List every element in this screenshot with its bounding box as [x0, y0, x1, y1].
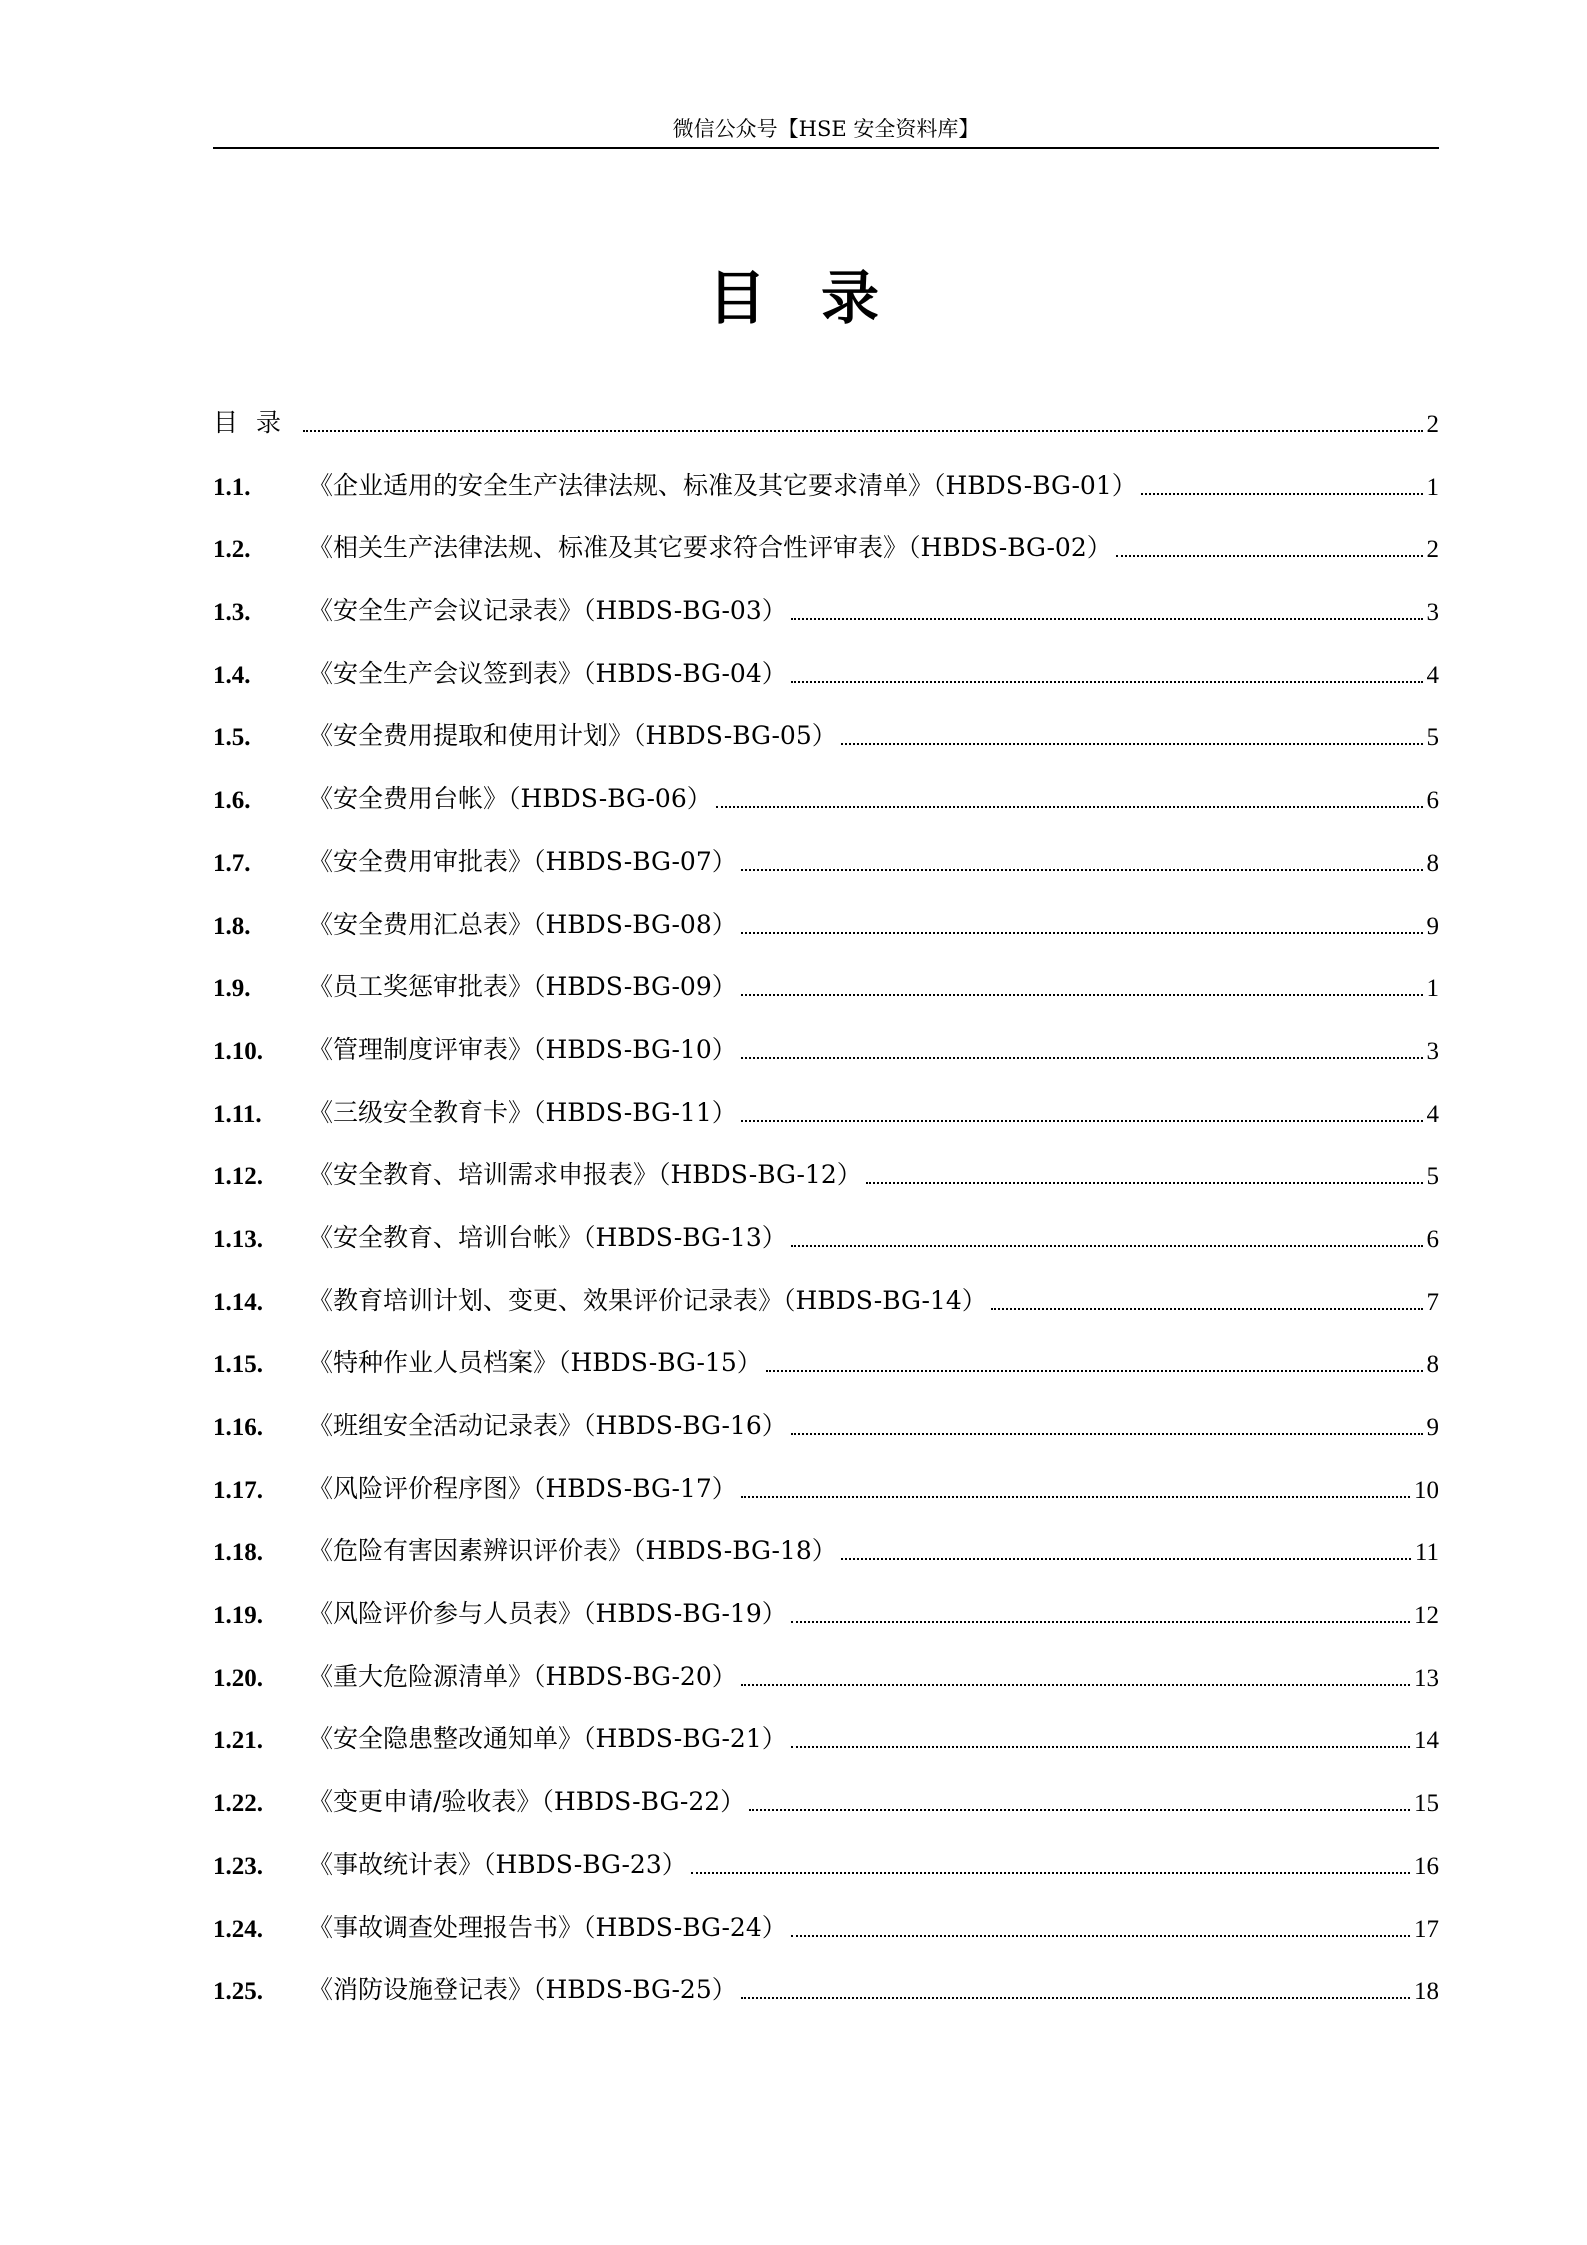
toc-entry-title: 《管理制度评审表》（HBDS-BG-10）: [308, 1034, 737, 1064]
toc-heading-page: 2: [1426, 411, 1439, 438]
toc-leader: [691, 1872, 1410, 1874]
toc-heading-label: 目录: [213, 408, 300, 437]
toc-entry-page: 12: [1414, 1602, 1439, 1630]
toc-entry-title: 《员工奖惩审批表》（HBDS-BG-09）: [308, 972, 737, 1002]
toc-entry-number: 1.15.: [213, 1351, 263, 1379]
toc-entry[interactable]: [213, 1944, 1439, 2007]
toc-entry[interactable]: [213, 1191, 1439, 1254]
toc-entry-number: 1.4.: [213, 661, 251, 689]
toc-leader: [741, 994, 1423, 996]
toc-entry-title: 《班组安全活动记录表》（HBDS-BG-16）: [308, 1411, 787, 1440]
toc-entry-title: 《安全教育、培训需求申报表》（HBDS-BG-12）: [308, 1160, 862, 1190]
toc-entry[interactable]: [213, 1442, 1439, 1505]
toc-entry[interactable]: [213, 1505, 1439, 1568]
toc-entry-number: 1.10.: [213, 1037, 263, 1065]
toc-entry-number: 1.5.: [213, 724, 251, 752]
toc-entry[interactable]: [213, 690, 1439, 753]
toc-entry-page: 4: [1426, 1100, 1439, 1128]
toc-leader: [991, 1308, 1423, 1310]
toc-entry-page: 10: [1414, 1476, 1439, 1504]
toc-leader: [1116, 555, 1423, 557]
toc-entry-title: 《相关生产法律法规、标准及其它要求符合性评审表》（HBDS-BG-02）: [308, 533, 1112, 563]
toc-entry-page: 15: [1414, 1790, 1439, 1818]
toc-entry-page: 4: [1426, 661, 1439, 689]
toc-entry[interactable]: [213, 1567, 1439, 1630]
toc-entry[interactable]: [213, 1129, 1439, 1192]
toc-entry-title: 《风险评价程序图》（HBDS-BG-17）: [308, 1473, 737, 1503]
toc-entry-page: 6: [1426, 1225, 1439, 1253]
toc-leader: [791, 1935, 1410, 1937]
toc-leader: [741, 869, 1423, 871]
toc-entry[interactable]: [213, 1003, 1439, 1066]
toc-entry[interactable]: [213, 1379, 1439, 1442]
toc-entry-title: 《安全费用审批表》（HBDS-BG-07）: [308, 846, 737, 876]
toc-entry-page: 5: [1426, 724, 1439, 752]
toc-entry-page: 16: [1414, 1852, 1439, 1880]
toc-entry-title: 《危险有害因素辨识评价表》（HBDS-BG-18）: [308, 1536, 837, 1566]
toc-entry-number: 1.16.: [213, 1414, 263, 1441]
toc-entry-title: 《安全费用台帐》（HBDS-BG-06）: [308, 784, 712, 814]
toc-entry-number: 1.18.: [213, 1539, 263, 1567]
toc-entry-page: 3: [1426, 1037, 1439, 1065]
toc-entry[interactable]: [213, 1254, 1439, 1317]
toc-entry-title: 《安全费用汇总表》（HBDS-BG-08）: [308, 909, 737, 939]
toc-entry-page: 8: [1426, 1351, 1439, 1379]
toc-leader: [741, 1057, 1423, 1059]
toc-entry-title: 《安全费用提取和使用计划》（HBDS-BG-05）: [308, 721, 837, 751]
toc-entry-page: 6: [1426, 787, 1439, 815]
toc-entry-page: 14: [1414, 1727, 1439, 1755]
toc-entry[interactable]: [213, 1755, 1439, 1818]
toc-entry-number: 1.6.: [213, 787, 251, 815]
toc-entry[interactable]: [213, 1881, 1439, 1944]
toc-entry-title: 《安全生产会议记录表》（HBDS-BG-03）: [308, 596, 787, 626]
toc-entry[interactable]: [213, 1066, 1439, 1129]
toc-entry-number: 1.24.: [213, 1915, 263, 1943]
toc-entry[interactable]: [213, 1693, 1439, 1756]
toc-entry-page: 8: [1426, 849, 1439, 877]
toc-entry-number: 1.7.: [213, 849, 251, 877]
toc-entry-page: 11: [1414, 1539, 1439, 1567]
toc-leader: [791, 1746, 1410, 1748]
toc-entry-title: 《重大危险源清单》（HBDS-BG-20）: [308, 1661, 737, 1691]
toc-entry-number: 1.3.: [213, 599, 251, 627]
toc-entry-number: 1.13.: [213, 1225, 263, 1253]
toc-entry-number: 1.14.: [213, 1288, 263, 1316]
toc-leader: [749, 1809, 1410, 1811]
toc-entry[interactable]: [213, 627, 1439, 690]
toc-entry[interactable]: [213, 1630, 1439, 1693]
table-of-contents: [213, 397, 1439, 2006]
toc-leader: [866, 1182, 1423, 1184]
toc-entry-number: 1.8.: [213, 912, 251, 940]
toc-leader: [741, 1496, 1410, 1498]
toc-leader: [791, 1433, 1423, 1435]
toc-entry-number: 1.11.: [213, 1100, 262, 1128]
toc-entry-title: 《特种作业人员档案》（HBDS-BG-15）: [308, 1348, 762, 1378]
toc-entry-page: 7: [1426, 1288, 1439, 1316]
toc-entry-title: 《安全教育、培训台帐》（HBDS-BG-13）: [308, 1222, 787, 1252]
toc-entry-number: 1.25.: [213, 1978, 263, 2006]
toc-entry-number: 1.12.: [213, 1163, 263, 1191]
toc-entry[interactable]: [213, 1818, 1439, 1881]
toc-entry-number: 1.22.: [213, 1790, 263, 1818]
toc-entry-title: 《事故调查处理报告书》（HBDS-BG-24）: [308, 1912, 787, 1942]
toc-entry-number: 1.23.: [213, 1852, 263, 1880]
toc-entry-page: 1: [1426, 975, 1439, 1003]
toc-leader: [766, 1370, 1423, 1372]
toc-entry-number: 1.17.: [213, 1476, 263, 1504]
toc-entry[interactable]: [213, 1317, 1439, 1380]
toc-leader: [791, 618, 1423, 620]
toc-entry[interactable]: [213, 502, 1439, 565]
toc-entry-page: 9: [1426, 912, 1439, 940]
toc-entry-page: 2: [1426, 536, 1439, 564]
toc-leader: [741, 1997, 1410, 1999]
toc-entry-title: 《消防设施登记表》（HBDS-BG-25）: [308, 1975, 737, 2005]
toc-entry[interactable]: [213, 878, 1439, 941]
toc-entry-page: 3: [1426, 599, 1439, 627]
toc-leader: [791, 1245, 1423, 1247]
toc-entry[interactable]: [213, 564, 1439, 627]
toc-leader: [841, 1558, 1411, 1560]
toc-entry-title: 《事故统计表》（HBDS-BG-23）: [308, 1849, 687, 1879]
toc-entry-number: 1.21.: [213, 1727, 263, 1755]
toc-leader: [303, 430, 1422, 432]
toc-entry-number: 1.20.: [213, 1664, 263, 1692]
toc-entry-page: 17: [1414, 1915, 1439, 1943]
toc-entry[interactable]: [213, 439, 1439, 502]
toc-leader: [741, 1120, 1423, 1122]
toc-entry-page: 9: [1426, 1414, 1439, 1441]
toc-heading-row[interactable]: [213, 397, 1439, 439]
toc-entry[interactable]: [213, 815, 1439, 878]
header-rule: [213, 147, 1439, 149]
page-title: 目录: [707, 264, 934, 332]
toc-entry[interactable]: [213, 752, 1439, 815]
toc-leader: [1141, 493, 1423, 495]
toc-entry-number: 1.2.: [213, 536, 251, 564]
toc-leader: [791, 1621, 1410, 1623]
toc-entry-number: 1.1.: [213, 473, 251, 501]
toc-entry-title: 《三级安全教育卡》（HBDS-BG-11）: [308, 1097, 737, 1127]
toc-leader: [841, 743, 1423, 745]
toc-entry-title: 《教育培训计划、变更、效果评价记录表》（HBDS-BG-14）: [308, 1285, 987, 1315]
toc-leader: [741, 932, 1423, 934]
toc-entry-number: 1.9.: [213, 975, 251, 1003]
toc-leader: [791, 681, 1423, 683]
toc-entry-page: 5: [1426, 1163, 1439, 1191]
toc-entry-page: 1: [1426, 473, 1439, 501]
toc-entry-number: 1.19.: [213, 1602, 263, 1630]
toc-entry-title: 《安全隐患整改通知单》（HBDS-BG-21）: [308, 1724, 787, 1754]
toc-entry-title: 《安全生产会议签到表》（HBDS-BG-04）: [308, 658, 787, 688]
toc-entry[interactable]: [213, 941, 1439, 1004]
toc-entry-title: 《企业适用的安全生产法律法规、标准及其它要求清单》（HBDS-BG-01）: [308, 470, 1137, 500]
toc-entry-page: 13: [1414, 1664, 1439, 1692]
toc-leader: [741, 1684, 1410, 1686]
toc-entry-title: 《风险评价参与人员表》（HBDS-BG-19）: [308, 1599, 787, 1629]
toc-leader: [716, 806, 1423, 808]
toc-entry-title: 《变更申请/验收表》（HBDS-BG-22）: [308, 1787, 746, 1817]
toc-entry-page: 18: [1414, 1978, 1439, 2006]
page-header: 微信公众号【HSE 安全资料库】: [672, 117, 980, 141]
